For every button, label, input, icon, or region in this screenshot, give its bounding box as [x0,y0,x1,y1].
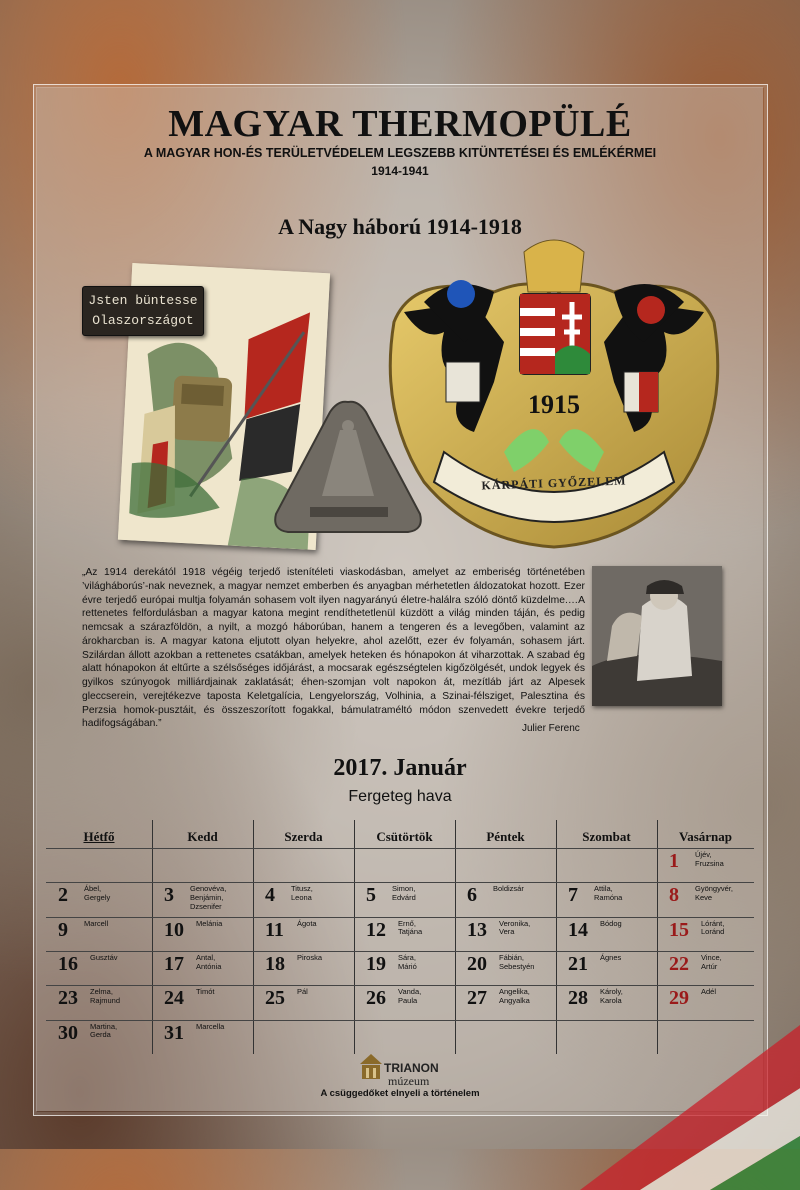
calendar-day [253,882,354,916]
logo-line-2: múzeum [388,1074,430,1088]
quote-author: Julier Ferenc [522,723,580,734]
calendar-day [556,917,657,951]
logo-text [384,1062,439,1088]
month-subtitle: Fergeteg hava [348,788,452,805]
name-day: Ábel, Gergely [84,884,111,903]
calendar-day [657,882,754,916]
nameplate-line-1: Jsten büntesse [88,293,198,308]
name-day: Ágota [297,918,317,928]
calendar-day [556,882,657,916]
calendar-day [455,951,556,985]
day-number: 10 [164,918,184,941]
weekday-header: Csütörtök [376,829,433,844]
day-number: 29 [669,987,689,1010]
day-number: 25 [265,987,285,1010]
day-number: 7 [568,884,578,907]
name-day: Ernő, Tatjána [398,918,423,937]
day-number: 16 [58,952,78,975]
name-day: Marcella [196,1021,225,1031]
calendar-day [46,1020,152,1054]
day-number: 22 [669,952,689,975]
day-number: 4 [265,884,275,907]
calendar-day [455,917,556,951]
day-number: 19 [366,952,386,975]
soldier-photo [592,566,722,706]
day-number: 8 [669,884,679,907]
name-day: Pál [297,987,308,997]
name-day: Timót [196,987,215,997]
calendar-day [354,951,455,985]
name-day: Genovéva, Benjámin, Dzsenifer [190,884,227,911]
name-day: Károly, Karola [600,987,623,1005]
name-day: Martina, Gerda [90,1021,118,1040]
name-day: Ágnes [600,952,622,962]
name-day: Lóránt, Loránd [701,918,725,937]
calendar-day [556,951,657,985]
name-day: Melánia [196,918,223,928]
name-day: Vanda, Paula [398,987,422,1005]
calendar-day [46,951,152,985]
name-day: Újév, Fruzsina [695,850,724,868]
day-number: 2 [58,884,68,907]
calendar-day [253,985,354,1019]
name-day: Boldizsár [493,884,524,894]
calendar-day [455,985,556,1019]
calendar-day [152,951,253,985]
museum-icon [358,1052,384,1082]
day-number: 9 [58,918,68,941]
name-day: Veronika, Vera [499,918,531,937]
name-day: Bódog [600,918,622,928]
weekday-header: Vasárnap [679,829,732,844]
weekday-header: Szombat [582,829,631,844]
calendar-day [152,917,253,951]
calendar-day [455,882,556,916]
name-day: Zelma, Rajmund [90,987,121,1005]
tagline: A csüggedőket elnyeli a történelem [320,1088,480,1099]
weekday-header: Péntek [486,829,525,844]
day-number: 5 [366,884,376,907]
day-number: 23 [58,987,78,1010]
name-day: Angelika, Angyalka [499,987,530,1005]
day-number: 13 [467,918,487,941]
section-title: A Nagy háború 1914-1918 [278,214,522,239]
day-number: 20 [467,952,487,975]
day-number: 27 [467,987,487,1010]
month-title: 2017. Január [333,755,467,781]
day-number: 18 [265,952,285,975]
name-day: Titusz, Leona [291,884,313,903]
name-day: Sára, Márió [398,952,417,971]
badge-year: 1915 [528,390,580,419]
name-day: Fábián, Sebestyén [499,952,535,971]
day-number: 28 [568,987,588,1010]
nameplate [82,286,204,336]
weekday-header: Szerda [284,829,323,844]
day-number: 14 [568,918,588,941]
karpati-gyozelem-badge [384,232,724,557]
calendar-day [657,951,754,985]
calendar-day [46,917,152,951]
name-day: Antal, Antónia [196,952,222,971]
day-number: 11 [265,918,284,941]
name-day: Adél [701,987,717,997]
calendar-day [354,882,455,916]
name-day: Marcell [84,918,109,928]
day-number: 17 [164,952,184,975]
badge-ribbon: KÁRPÁTI GYŐZELEM [481,473,627,493]
weekday-header: Kedd [187,829,218,844]
weekday-header: Hétfő [83,829,115,844]
calendar-day [354,917,455,951]
name-day: Piroska [297,952,323,962]
name-day: Gyöngyvér, Keve [695,884,733,903]
page-title: MAGYAR THERMOPÜLÉ [168,103,632,145]
calendar-day [354,985,455,1019]
name-day: Gusztáv [90,952,118,962]
day-number: 31 [164,1021,184,1044]
nameplate-line-2: Olaszországot [92,313,194,328]
page-years: 1914-1941 [371,164,429,178]
name-day: Attila, Ramóna [594,884,623,903]
name-day: Simon, Edvárd [392,884,416,903]
name-day: Vince, Artúr [701,952,722,971]
calendar-day [46,985,152,1019]
quote-text: „Az 1914 derekától 1918 végéig terjedő istenítéleti viaskodásban, amelyet az emberiség történetében ’világháborús’-nak neveznek, a magyar nemzet emberben és anyagban mérhetetlen áldozatokat hozott. Ezer évre terjedő európai multja folyamán sohasem volt ilyen nagyarányú életre-halálra szóló döntő küzdelme.…A rettenetes felfordulásban a magyar katona megint rendíthetetlenül küzdött a világ minden táján, és pedig nemcsak a szárazföldön, a nyilt, a mozgó háborúban, hanem a tengeren és a levegőben, valamint az árokharcban is. A magyar katona eljutott olyan helyekre, ahol azelőtt, ezer év folyamán, sohasem járt. Szilárdan állott azokban a rettenetes csatákban, amelyek heteken és hónapokon át viharzottak. A szabad ég alatt hónapokon át eltűrte a szélsőséges időjárást, a mocsarak egészségtelen kigőzölgését, undok legyek és gyilkos szúnyogok milliárdjainak zaklatását; éhen-szomjan volt napokon át, mezítláb járt az Alpesek gleccserein, verejtékezve taposta Keletgalícia, Lengyelország, Volhinia, a Szinai-félsziget, Palesztina és Perzsia homok-pusztáit, és összeszorított fogakkal, bámulatraméltó módon szenvedett évekre terjedő hadifogságában.” [82,567,585,730]
calendar-day [253,917,354,951]
day-number: 3 [164,884,174,907]
day-number: 1 [669,850,679,872]
row-divider [46,848,754,849]
day-number: 15 [669,918,689,941]
page-subtitle: A MAGYAR HON-ÉS TERÜLETVÉDELEM LEGSZEBB KITÜNTETÉSEI ÉS EMLÉKÉRMEI [143,146,657,160]
calendar-day [152,1020,253,1054]
calendar-day [657,917,754,951]
calendar-day [253,951,354,985]
calendar-day [152,985,253,1019]
calendar-day [46,882,152,916]
logo-line-1: TRIANON [384,1061,439,1075]
day-number: 24 [164,987,184,1010]
calendar-day [657,848,754,882]
calendar-day [152,882,253,916]
day-number: 30 [58,1021,78,1044]
day-number: 26 [366,987,386,1010]
day-number: 21 [568,952,588,975]
day-number: 12 [366,918,386,941]
day-number: 6 [467,884,477,907]
